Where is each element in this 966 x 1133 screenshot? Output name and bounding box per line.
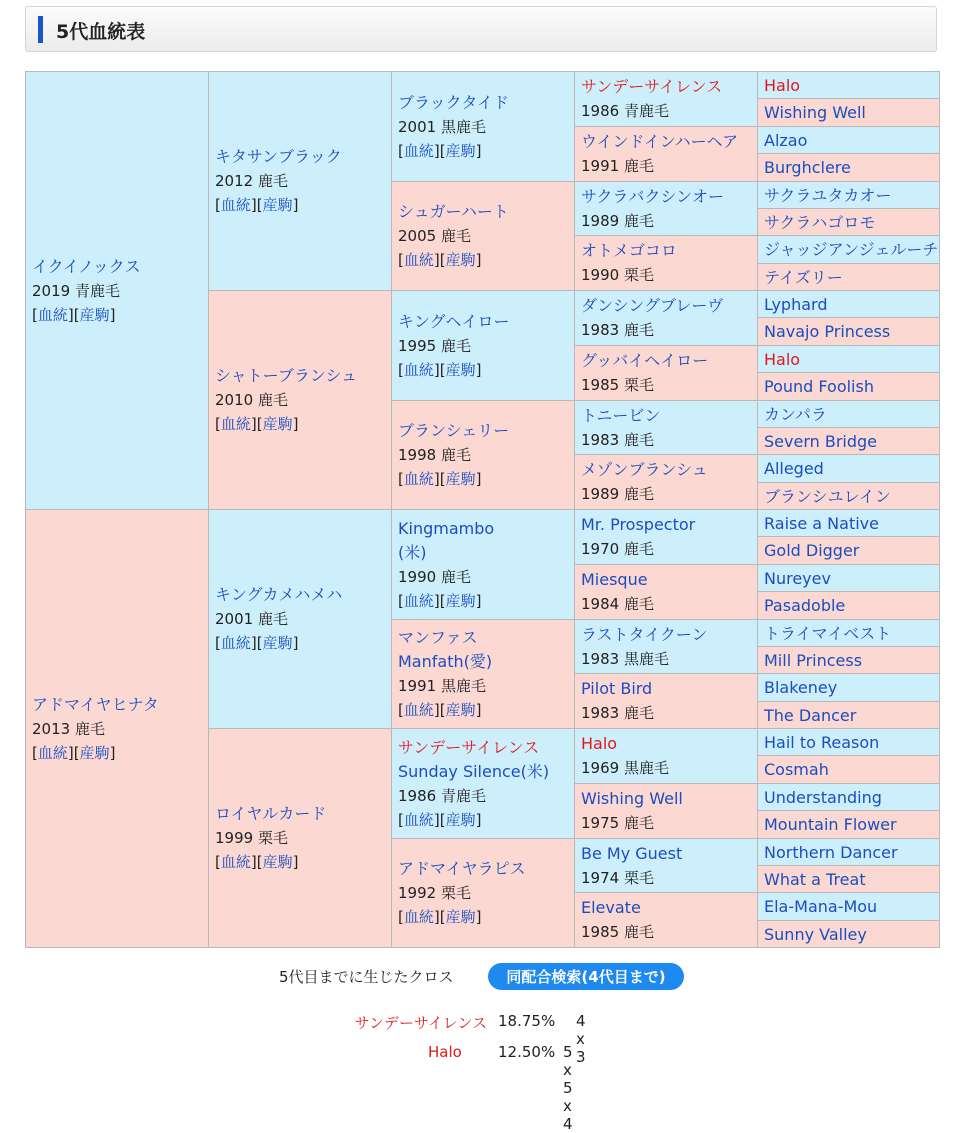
horse-name[interactable]: マンファス [398,628,478,647]
birth-year-color: 1992 栗毛 [398,884,471,902]
horse-name[interactable]: イクイノックス [32,256,141,276]
sanku-link[interactable]: 産駒 [445,360,476,379]
pedigree-cell-gen5 [757,263,940,291]
pedigree-cell-gen5 [757,701,940,729]
sanku-link[interactable]: 産駒 [262,634,293,652]
pedigree-cell-gen5 [757,208,940,236]
sanku-link[interactable]: 産駒 [445,470,476,488]
horse-name[interactable]: Kingmambo [398,518,495,538]
pedigree-cell-gen4 [574,838,758,893]
lineage-links: [血統][産駒] [215,196,299,214]
horse-name[interactable]: シュガーハート [398,202,509,221]
horse-name[interactable]: Severn Bridge [764,431,877,451]
pedigree-cell-gen4 [574,454,758,510]
pedigree-cell-gen5 [757,427,940,455]
pedigree-cell-gen4 [574,673,758,729]
horse-name[interactable]: Sunny Valley [764,924,867,944]
horse-name[interactable]: Blakeney [764,678,838,697]
pedigree-cell-gen2 [208,728,392,948]
ketto-link[interactable]: 血統 [403,810,434,829]
sanku-link[interactable]: 産駒 [445,908,476,926]
horse-name[interactable]: テイズリー [764,267,843,287]
cross-horse-name[interactable]: サンデーサイレンス [354,1014,487,1032]
pedigree-cell-gen5 [757,783,940,811]
birth-year-color: 1975 鹿毛 [581,814,654,832]
horse-name[interactable]: オトメゴコロ [581,241,677,260]
pedigree-cell-gen5 [757,755,940,784]
birth-year-color: 1969 黒鹿毛 [581,759,669,777]
sanku-link[interactable]: 産駒 [445,251,476,269]
pedigree-cell-gen4 [574,619,758,674]
pedigree-cell-gen5 [757,646,940,674]
birth-year-color: 1998 鹿毛 [398,446,471,464]
pedigree-cell-gen4 [574,345,758,401]
pedigree-cell-gen5 [757,673,940,702]
birth-year-color: 1989 鹿毛 [581,485,654,503]
cross-percent: 18.75% [498,1012,556,1030]
birth-year-color: 1999 栗毛 [215,829,288,847]
birth-year-color: 1995 鹿毛 [398,336,471,355]
horse-name[interactable]: Gold Digger [764,541,860,560]
pedigree-cell-gen5 [757,536,940,565]
lineage-links: [血統][産駒] [215,634,299,652]
birth-year-color: 1985 鹿毛 [581,923,654,941]
lineage-links: [血統][産駒] [398,591,482,610]
horse-name[interactable]: Halo [764,349,801,369]
horse-name[interactable]: サクラバクシンオー [581,186,724,206]
pedigree-cell-gen3 [391,290,575,401]
cross-generations: 5 x 5 x 4 [563,1043,573,1133]
lineage-links: [血統][産駒] [215,415,299,433]
horse-name[interactable]: Northern Dancer [764,842,898,862]
pedigree-cell-gen3 [391,728,575,839]
ketto-link[interactable]: 血統 [220,415,251,433]
lineage-links: [血統][産駒] [398,701,482,719]
birth-year-color: 1983 鹿毛 [581,704,654,722]
horse-name[interactable]: キングカメハメハ [215,585,343,604]
birth-year-color: 2010 鹿毛 [215,391,288,409]
horse-name[interactable]: ロイヤルカード [215,804,327,823]
horse-name[interactable]: Hail to Reason [764,732,880,752]
birth-year-color: 1991 黒鹿毛 [398,677,486,695]
horse-name[interactable]: ブラックタイド [398,92,510,112]
pedigree-cell-gen4 [574,892,758,948]
pedigree-cell-gen5 [757,235,940,264]
horse-name[interactable]: ブランシェリー [398,421,510,440]
sanku-link[interactable]: 産駒 [79,305,110,324]
horse-name[interactable]: サクラユタカオー [764,185,892,205]
pedigree-cell-gen5 [757,865,940,893]
sanku-link[interactable]: 産駒 [445,701,476,719]
horse-name[interactable]: Elevate [581,898,641,917]
pedigree-cell-gen5 [757,838,940,866]
cross-generations: 4 x 3 [576,1012,586,1066]
horse-name[interactable]: The Dancer [764,705,857,725]
horse-name[interactable]: Wishing Well [581,789,683,808]
pedigree-cell-gen5 [757,591,940,620]
pedigree-cell-gen5 [757,372,940,401]
pedigree-cell-gen4 [574,728,758,784]
birth-year-color: 2005 鹿毛 [398,227,471,245]
section-header [25,6,937,52]
horse-name[interactable]: Be My Guest [581,843,683,863]
birth-year-color: 1990 鹿毛 [398,567,471,586]
pedigree-cell-gen3 [391,619,575,729]
pedigree-cell-gen5 [757,892,940,921]
pedigree-cell-gen5 [757,317,940,346]
horse-name[interactable]: キングヘイロー [398,311,510,331]
pedigree-cell-gen4 [574,235,758,291]
pedigree-cell-gen5 [757,98,940,127]
horse-name[interactable]: Wishing Well [764,103,866,122]
lineage-links: [血統][産駒] [398,908,482,926]
pedigree-cell-gen5 [757,810,940,839]
horse-name[interactable]: サクラハゴロモ [764,212,876,232]
sanku-link[interactable]: 産駒 [262,853,293,871]
pedigree-cell-gen1 [25,509,209,948]
horse-name[interactable]: Burghclere [764,158,851,177]
pedigree-cell-gen2 [208,290,392,510]
pedigree-cell-gen2 [208,509,392,729]
horse-name[interactable]: ダンシングブレーヴ [581,296,724,315]
pedigree-cell-gen5 [757,728,940,756]
horse-name[interactable]: ブランシユレイン [764,486,891,506]
pedigree-cell-gen4 [574,783,758,839]
ketto-link[interactable]: 血統 [220,634,251,652]
pedigree-cell-gen4 [574,181,758,236]
pedigree-cell-gen5 [757,71,940,99]
ketto-link[interactable]: 血統 [403,470,434,488]
ketto-link[interactable]: 血統 [403,908,434,926]
sanku-link[interactable]: 産駒 [79,743,110,762]
horse-name[interactable]: Halo [764,75,801,95]
horse-name[interactable]: シャトーブランシュ [215,366,358,385]
birth-year-color: 1983 鹿毛 [581,321,654,339]
section-title: 5代血統表 [56,21,146,43]
ketto-link[interactable]: 血統 [403,141,434,160]
pedigree-cell-gen4 [574,564,758,620]
horse-name[interactable]: Miesque [581,570,648,589]
pedigree-cell-gen5 [757,482,940,510]
horse-name[interactable]: Pound Foolish [764,377,874,396]
pedigree-cell-gen5 [757,181,940,209]
horse-name[interactable]: Halo [581,734,618,753]
horse-name[interactable]: Ela-Mana-Mou [764,897,878,916]
pedigree-cell-gen4 [574,126,758,182]
horse-name[interactable]: Alzao [764,130,808,150]
header-accent-bar [38,16,43,43]
birth-year-color: 1983 黒鹿毛 [581,649,669,668]
pedigree-cell-gen4 [574,71,758,127]
pedigree-cell-gen5 [757,619,940,647]
lineage-links: [血統][産駒] [32,743,116,762]
horse-name[interactable]: トニービン [581,405,661,425]
pedigree-cell-gen3 [391,400,575,510]
horse-name[interactable]: Understanding [764,787,882,807]
birth-year-color: 2001 黒鹿毛 [398,117,486,136]
horse-name[interactable]: ジャッジアンジェルーチ [764,240,939,259]
pedigree-cell-gen4 [574,509,758,565]
horse-name[interactable]: キタサンブラック [215,147,342,166]
sanku-link[interactable]: 産駒 [445,591,476,610]
horse-name[interactable]: グッバイヘイロー [581,351,709,370]
birth-year-color: 1974 栗毛 [581,868,654,887]
horse-name[interactable]: メゾンブランシュ [581,460,708,479]
pedigree-cell-gen2 [208,71,392,291]
lineage-links: [血統][産駒] [398,360,482,379]
ketto-link[interactable]: 血統 [403,591,434,610]
horse-name[interactable]: サンデーサイレンス [581,77,723,96]
lineage-links: [血統][産駒] [398,141,482,160]
pedigree-cell-gen3 [391,838,575,948]
lineage-links: [血統][産駒] [398,810,482,829]
ketto-link[interactable]: 血統 [220,853,251,871]
cross-percent: 12.50% [498,1043,556,1061]
horse-name[interactable]: カンパラ [764,404,827,424]
sanku-link[interactable]: 産駒 [445,810,476,829]
pedigree-cell-gen3 [391,71,575,182]
horse-name[interactable]: Mr. Prospector [581,515,696,534]
pedigree-cell-gen5 [757,153,940,182]
pedigree-cell-gen5 [757,564,940,592]
pedigree-cell-gen4 [574,400,758,455]
horse-name[interactable]: Cosmah [764,760,829,779]
horse-name-alt[interactable]: Sunday Silence(米) [398,761,550,781]
horse-name[interactable]: What a Treat [764,869,866,889]
horse-name[interactable]: アドマイヤラピス [398,859,526,878]
ketto-link[interactable]: 血統 [403,701,434,719]
horse-name[interactable]: アドマイヤヒナタ [32,694,159,714]
birth-year-color: 1991 鹿毛 [581,157,654,175]
ketto-link[interactable]: 血統 [403,251,434,269]
sanku-link[interactable]: 産駒 [445,141,476,160]
same-mating-search-button[interactable]: 同配合検索(4代目まで) [488,963,684,990]
pedigree-cell-gen5 [757,920,940,948]
horse-name[interactable]: Navajo Princess [764,322,891,341]
horse-name-alt[interactable]: Manfath(愛) [398,652,493,671]
pedigree-cell-gen4 [574,290,758,346]
birth-year-color: 2012 鹿毛 [215,172,288,190]
horse-name[interactable]: ラストタイクーン [581,624,708,644]
ketto-link[interactable]: 血統 [403,360,434,379]
ketto-link[interactable]: 血統 [220,196,251,214]
horse-name[interactable]: Nureyev [764,568,831,588]
horse-name[interactable]: Mountain Flower [764,815,897,834]
pedigree-cell-gen3 [391,181,575,291]
pedigree-cell-gen5 [757,454,940,483]
ketto-link[interactable]: 血統 [37,743,68,762]
horse-name[interactable]: Pasadoble [764,596,846,615]
horse-name[interactable]: サンデーサイレンス [398,737,540,757]
sanku-link[interactable]: 産駒 [262,415,293,433]
horse-name[interactable]: トライマイベスト [764,623,892,643]
birth-year-color: 1983 鹿毛 [581,430,654,449]
birth-year-color: 2019 青鹿毛 [32,281,120,300]
pedigree-cell-gen5 [757,345,940,373]
lineage-links: [血統][産駒] [398,470,482,488]
pedigree-cell-gen3 [391,509,575,620]
birth-year-color: 2013 鹿毛 [32,719,105,738]
pedigree-cell-gen5 [757,509,940,537]
horse-name[interactable]: Raise a Native [764,513,879,533]
lineage-links: [血統][産駒] [32,305,116,324]
birth-year-color: 2001 鹿毛 [215,610,288,628]
horse-name[interactable]: ウインドインハーヘア [581,132,739,151]
pedigree-cell-gen5 [757,126,940,154]
birth-year-color: 1970 鹿毛 [581,540,654,558]
lineage-links: [血統][産駒] [398,251,482,269]
horse-name[interactable]: Pilot Bird [581,679,653,698]
pedigree-cell-gen5 [757,400,940,428]
cross-horse-name[interactable]: Halo [428,1043,462,1061]
birth-year-color: 1990 栗毛 [581,266,654,284]
birth-year-color: 1985 栗毛 [581,376,654,394]
horse-name-alt[interactable]: (米) [398,542,427,562]
lineage-links: [血統][産駒] [215,853,299,871]
cross-title: 5代目までに生じたクロス [279,968,454,986]
birth-year-color: 1989 鹿毛 [581,211,654,230]
horse-name[interactable]: Alleged [764,459,824,478]
birth-year-color: 1986 青鹿毛 [398,786,486,805]
horse-name[interactable]: Lyphard [764,294,828,314]
ketto-link[interactable]: 血統 [37,305,68,324]
horse-name[interactable]: Mill Princess [764,650,863,670]
pedigree-cell-gen1 [25,71,209,510]
pedigree-table [25,71,939,947]
birth-year-color: 1984 鹿毛 [581,595,654,613]
pedigree-cell-gen5 [757,290,940,318]
sanku-link[interactable]: 産駒 [262,196,293,214]
birth-year-color: 1986 青鹿毛 [581,102,669,120]
